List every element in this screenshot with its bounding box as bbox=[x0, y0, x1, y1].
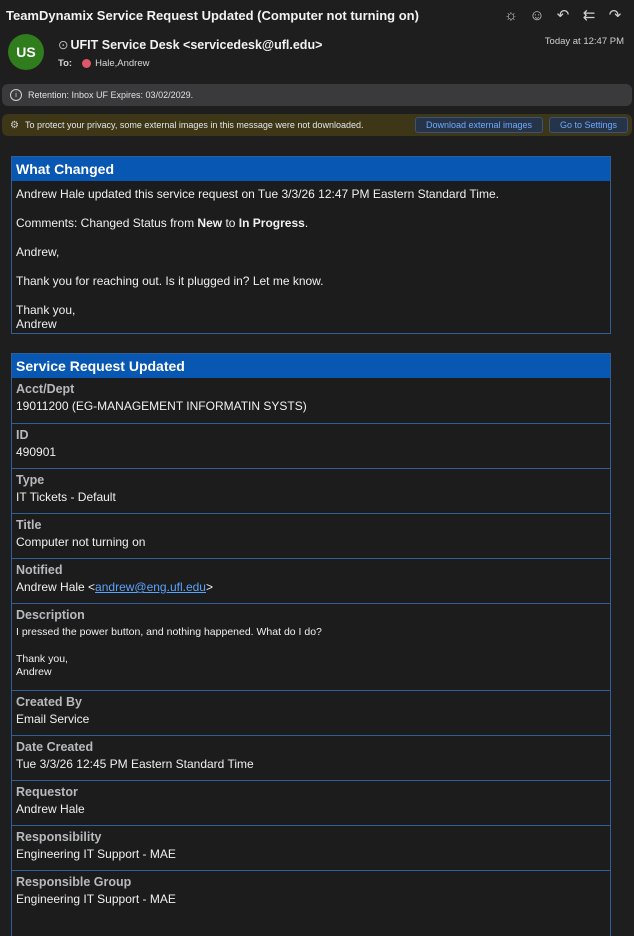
responsible-group-value: Engineering IT Support - MAE bbox=[16, 892, 176, 906]
id-value: 490901 bbox=[16, 445, 57, 459]
status-from: New bbox=[197, 216, 223, 230]
reply-icon[interactable]: ↶ bbox=[556, 7, 570, 24]
retention-banner bbox=[2, 84, 632, 106]
field-description bbox=[12, 603, 610, 690]
forward-icon[interactable]: ↷ bbox=[608, 7, 622, 24]
info-icon: i bbox=[10, 89, 22, 101]
privacy-shield-icon: ⚙ bbox=[10, 119, 19, 131]
download-images-button[interactable]: Download external images bbox=[415, 117, 543, 133]
responsibility-value: Engineering IT Support - MAE bbox=[16, 847, 176, 861]
field-id bbox=[12, 423, 610, 468]
email-subject: TeamDynamix Service Request Updated (Computer not turning on) bbox=[6, 8, 419, 23]
what-changed-header: What Changed bbox=[12, 157, 610, 181]
update-summary: Andrew Hale updated this service request on Tue 3/3/26 12:47 PM Eastern Standard Time. bbox=[16, 187, 499, 201]
notified-close: > bbox=[205, 580, 213, 594]
message-toolbar bbox=[502, 6, 624, 24]
received-date: Today at 12:47 PM bbox=[544, 36, 624, 47]
title-label: Title bbox=[16, 518, 42, 532]
what-changed-body bbox=[12, 181, 610, 337]
notified-value bbox=[16, 580, 606, 595]
go-to-settings-button[interactable]: Go to Settings bbox=[549, 117, 628, 133]
comments-line bbox=[16, 216, 606, 230]
sender-name[interactable] bbox=[58, 37, 322, 52]
status-to: In Progress bbox=[238, 216, 305, 230]
emoji-icon[interactable]: ☺ bbox=[529, 6, 545, 24]
notified-email-link[interactable]: andrew@eng.ufl.edu bbox=[95, 580, 206, 594]
acct-value: 19011200 (EG-MANAGEMENT INFORMATIN SYSTS) bbox=[16, 399, 307, 413]
date-created-value: Tue 3/3/26 12:45 PM Eastern Standard Time bbox=[16, 757, 254, 771]
responsibility-label: Responsibility bbox=[16, 830, 102, 844]
notified-label: Notified bbox=[16, 563, 63, 577]
comments-to: to bbox=[222, 216, 239, 230]
privacy-banner bbox=[2, 114, 632, 136]
type-label: Type bbox=[16, 473, 45, 487]
created-by-label: Created By bbox=[16, 695, 82, 709]
title-value: Computer not turning on bbox=[16, 535, 146, 549]
signoff-text: Thank you, bbox=[16, 303, 76, 317]
description-line-2: Thank you, bbox=[16, 653, 68, 665]
responsible-group-label: Responsible Group bbox=[16, 875, 132, 889]
created-by-value: Email Service bbox=[16, 712, 90, 726]
field-created-by bbox=[12, 690, 610, 735]
id-label: ID bbox=[16, 428, 29, 442]
what-changed-card bbox=[11, 156, 611, 334]
sender-display: UFIT Service Desk <servicedesk@ufl.edu> bbox=[70, 38, 323, 52]
service-request-card bbox=[11, 353, 611, 936]
reply-all-icon[interactable]: ⇇ bbox=[582, 7, 596, 24]
requestor-value: Andrew Hale bbox=[16, 802, 85, 816]
retention-text: Retention: Inbox UF Expires: 03/02/2029. bbox=[28, 90, 194, 100]
comments-prefix: Comments: Changed Status from bbox=[16, 216, 198, 230]
signoff bbox=[16, 303, 606, 331]
date-created-label: Date Created bbox=[16, 740, 94, 754]
to-label: To: bbox=[58, 58, 73, 69]
sender-status-icon: ⊙ bbox=[58, 38, 69, 52]
field-acct-dept bbox=[12, 378, 610, 423]
greeting: Andrew, bbox=[16, 245, 60, 259]
field-requestor bbox=[12, 780, 610, 825]
comments-suffix: . bbox=[304, 216, 309, 230]
sender-avatar: US bbox=[8, 34, 44, 70]
notified-name: Andrew Hale < bbox=[16, 580, 96, 594]
message-text: Thank you for reaching out. Is it plugged in? Let me know. bbox=[16, 274, 324, 288]
signoff-name: Andrew bbox=[16, 317, 57, 331]
requestor-label: Requestor bbox=[16, 785, 78, 799]
recipient-dot-icon bbox=[82, 59, 91, 68]
recipient-name[interactable]: Hale,Andrew bbox=[95, 58, 150, 69]
field-notified bbox=[12, 558, 610, 603]
service-request-header: Service Request Updated bbox=[12, 354, 610, 378]
field-title bbox=[12, 513, 610, 558]
field-date-created bbox=[12, 735, 610, 780]
recipient-line bbox=[58, 58, 149, 69]
type-value: IT Tickets - Default bbox=[16, 490, 116, 504]
description-label: Description bbox=[16, 608, 85, 622]
description-line-1: I pressed the power button, and nothing happened. What do I do? bbox=[16, 626, 322, 638]
brightness-icon[interactable]: ☼ bbox=[504, 6, 518, 24]
description-line-3: Andrew bbox=[16, 666, 52, 678]
field-responsible-group bbox=[12, 870, 610, 915]
privacy-text: To protect your privacy, some external images in this message were not downloaded. bbox=[24, 120, 364, 130]
field-responsibility bbox=[12, 825, 610, 870]
acct-label: Acct/Dept bbox=[16, 382, 75, 396]
field-type bbox=[12, 468, 610, 513]
